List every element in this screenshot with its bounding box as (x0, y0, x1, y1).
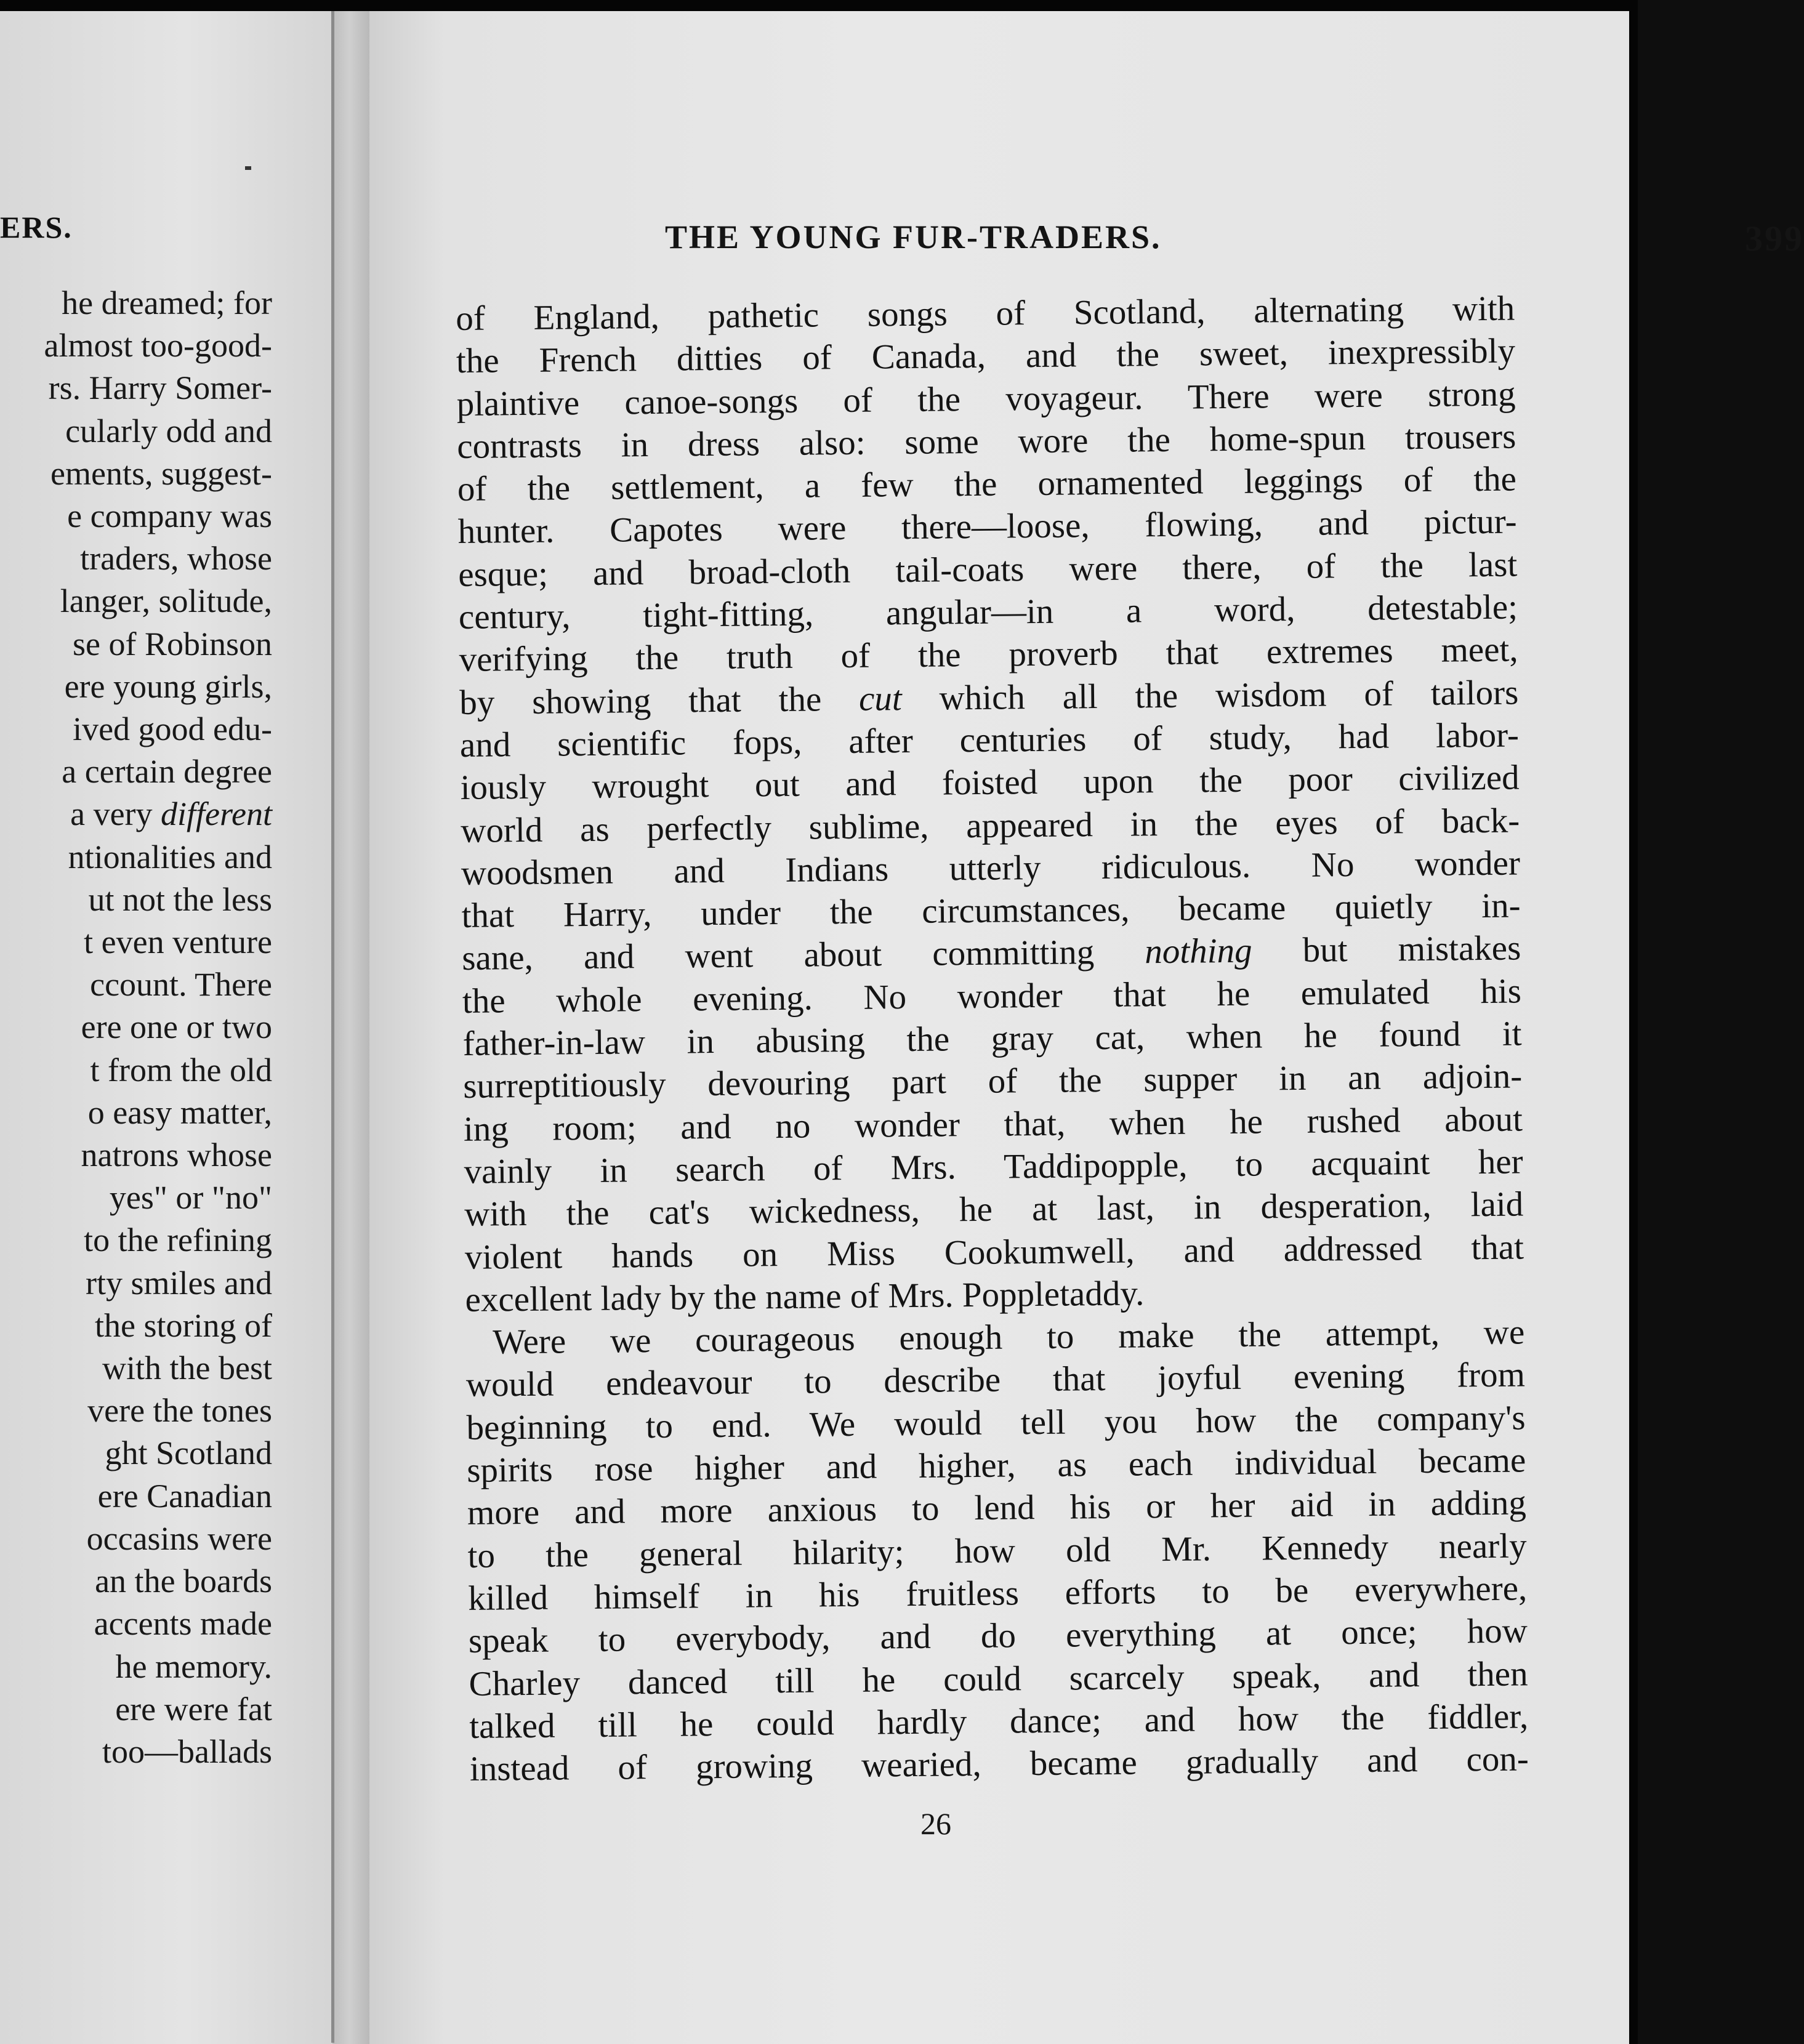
left-text-line: se of Robinson (73, 625, 272, 662)
left-text-line: ere were fat (115, 1690, 272, 1728)
left-text-line: o easy matter, (87, 1093, 272, 1131)
text-line: beginning to end. We would tell you how the company's (466, 1398, 1526, 1447)
left-text-line: ements, suggest- (50, 454, 272, 492)
left-running-head: ERS. (0, 210, 73, 244)
left-text-line: ived good edu- (73, 710, 272, 748)
right-page (369, 11, 1804, 2044)
left-text-line: t from the old (90, 1051, 272, 1088)
text-line: hunter. Capotes were there—loose, flowing, and pictur- (457, 502, 1517, 552)
text-line: iously wrought out and foisted upon the poor civilized (460, 758, 1520, 808)
text-line: plaintive canoe-songs of the voyageur. There were strong (456, 374, 1516, 424)
page-body (456, 287, 1529, 1790)
left-text-line: ere one or two (81, 1008, 272, 1046)
text-line: that Harry, under the circumstances, became quietly in- (461, 886, 1521, 936)
text-line: woodsmen and Indians utterly ridiculous. No wonder (461, 843, 1521, 893)
left-text-line: too—ballads (102, 1732, 272, 1770)
paragraph-1 (456, 287, 1524, 1321)
left-text-line: almost too-good- (44, 327, 272, 364)
text-line: esque; and broad-cloth tail-coats were there, of the last (458, 545, 1518, 594)
text-line: the whole evening. No wonder that he emulated his (462, 972, 1522, 1021)
left-text-line: ccount. There (90, 966, 272, 1004)
left-text-line: a very different (70, 795, 272, 833)
page-number: 399 (1745, 219, 1804, 259)
text-line: of England, pathetic songs of Scotland, alternating with (456, 289, 1515, 338)
text-line: contrasts in dress also: some wore the home-spun trousers (457, 417, 1516, 466)
left-text-line: a certain degree (62, 753, 272, 791)
left-text-line: rty smiles and (86, 1264, 272, 1302)
page-fold-line (331, 11, 334, 2043)
text-line: verifying the truth of the proverb that extremes meet, (459, 630, 1518, 680)
left-text-line: ut not the less (88, 880, 272, 918)
running-head: THE YOUNG FUR-TRADERS. (665, 219, 1162, 256)
left-text-line: ere young girls, (64, 667, 272, 705)
text-line: violent hands on Miss Cookumwell, and addressed that (464, 1227, 1524, 1277)
left-text-line: accents made (94, 1605, 272, 1643)
left-text-line: traders, whose (80, 540, 272, 577)
left-text-line: cularly odd and (65, 412, 272, 449)
left-text-line: occasins were (86, 1519, 272, 1557)
left-text-line: with the best (102, 1350, 272, 1387)
left-text-line: he dreamed; for (62, 284, 272, 321)
left-text-line: rs. Harry Somer- (48, 369, 272, 407)
text-line: and scientific fops, after centuries of study, had labor- (459, 715, 1520, 765)
left-text-line: ntionalities and (68, 838, 272, 875)
left-text-line: ght Scotland (105, 1434, 272, 1472)
text-line: more and more anxious to lend his or her aid in adding (467, 1483, 1527, 1533)
left-text-line: he memory. (115, 1648, 272, 1685)
text-line: killed himself in his fruitless efforts to be everywhere, (467, 1569, 1528, 1618)
text-line: spirits rose higher and higher, as each individual became (466, 1441, 1526, 1490)
text-line: talked till he could hardly dance; and how the fiddler, (469, 1697, 1529, 1746)
text-line: excellent lady by the name of Mrs. Poppletaddy. (465, 1274, 1145, 1319)
signature-mark: 26 (920, 1806, 951, 1841)
ink-speck (245, 166, 251, 170)
left-text-line: langer, solitude, (60, 582, 272, 620)
text-line: the French ditties of Canada, and the sweet, inexpressibly (456, 331, 1516, 381)
text-line: surreptitiously devouring part of the supper in an adjoin- (463, 1056, 1523, 1106)
left-text-line: to the refining (84, 1221, 272, 1259)
scanner-border-right (1629, 0, 1638, 2044)
left-page (0, 11, 337, 2044)
text-line: to the general hilarity; how old Mr. Kennedy nearly (467, 1526, 1527, 1575)
text-line: ing room; and no wonder that, when he rushed about (463, 1100, 1523, 1149)
text-line: father-in-law in abusing the gray cat, when he found it (462, 1014, 1522, 1063)
text-line: world as perfectly sublime, appeared in the eyes of back- (461, 801, 1520, 850)
text-line: vainly in search of Mrs. Taddipopple, to acquaint her (464, 1142, 1523, 1191)
left-text-line: ere Canadian (97, 1477, 272, 1515)
left-text-line: natrons whose (81, 1137, 272, 1174)
text-line: Were we courageous enough to make the attempt, we (492, 1313, 1525, 1362)
paragraph-2 (465, 1311, 1529, 1791)
text-line: century, tight-fitting, angular—in a word, detestable; (458, 587, 1518, 637)
text-line: would endeavour to describe that joyful evening from (465, 1355, 1526, 1405)
left-page-text (44, 282, 272, 1773)
text-line: of the settlement, a few the ornamented leggings of the (457, 459, 1517, 509)
left-text-line: vere the tones (87, 1392, 272, 1430)
left-text-line: the storing of (95, 1306, 272, 1344)
left-text-line: an the boards (95, 1563, 272, 1600)
text-line: with the cat's wickedness, he at last, in desperation, laid (464, 1185, 1524, 1234)
text-line: by showing that the cut which all the wisdom of tailors (459, 673, 1519, 722)
left-text-line: t even venture (84, 923, 272, 961)
text-line: Charley danced till he could scarcely speak, and then (469, 1654, 1528, 1704)
text-line: instead of growing wearied, became gradually and con- (469, 1739, 1529, 1788)
left-text-line: yes" or "no" (109, 1179, 272, 1217)
text-line: sane, and went about committing nothing but mistakes (462, 928, 1521, 978)
left-text-line: e company was (67, 497, 272, 535)
text-line: speak to everybody, and do everything at once; how (468, 1611, 1528, 1661)
